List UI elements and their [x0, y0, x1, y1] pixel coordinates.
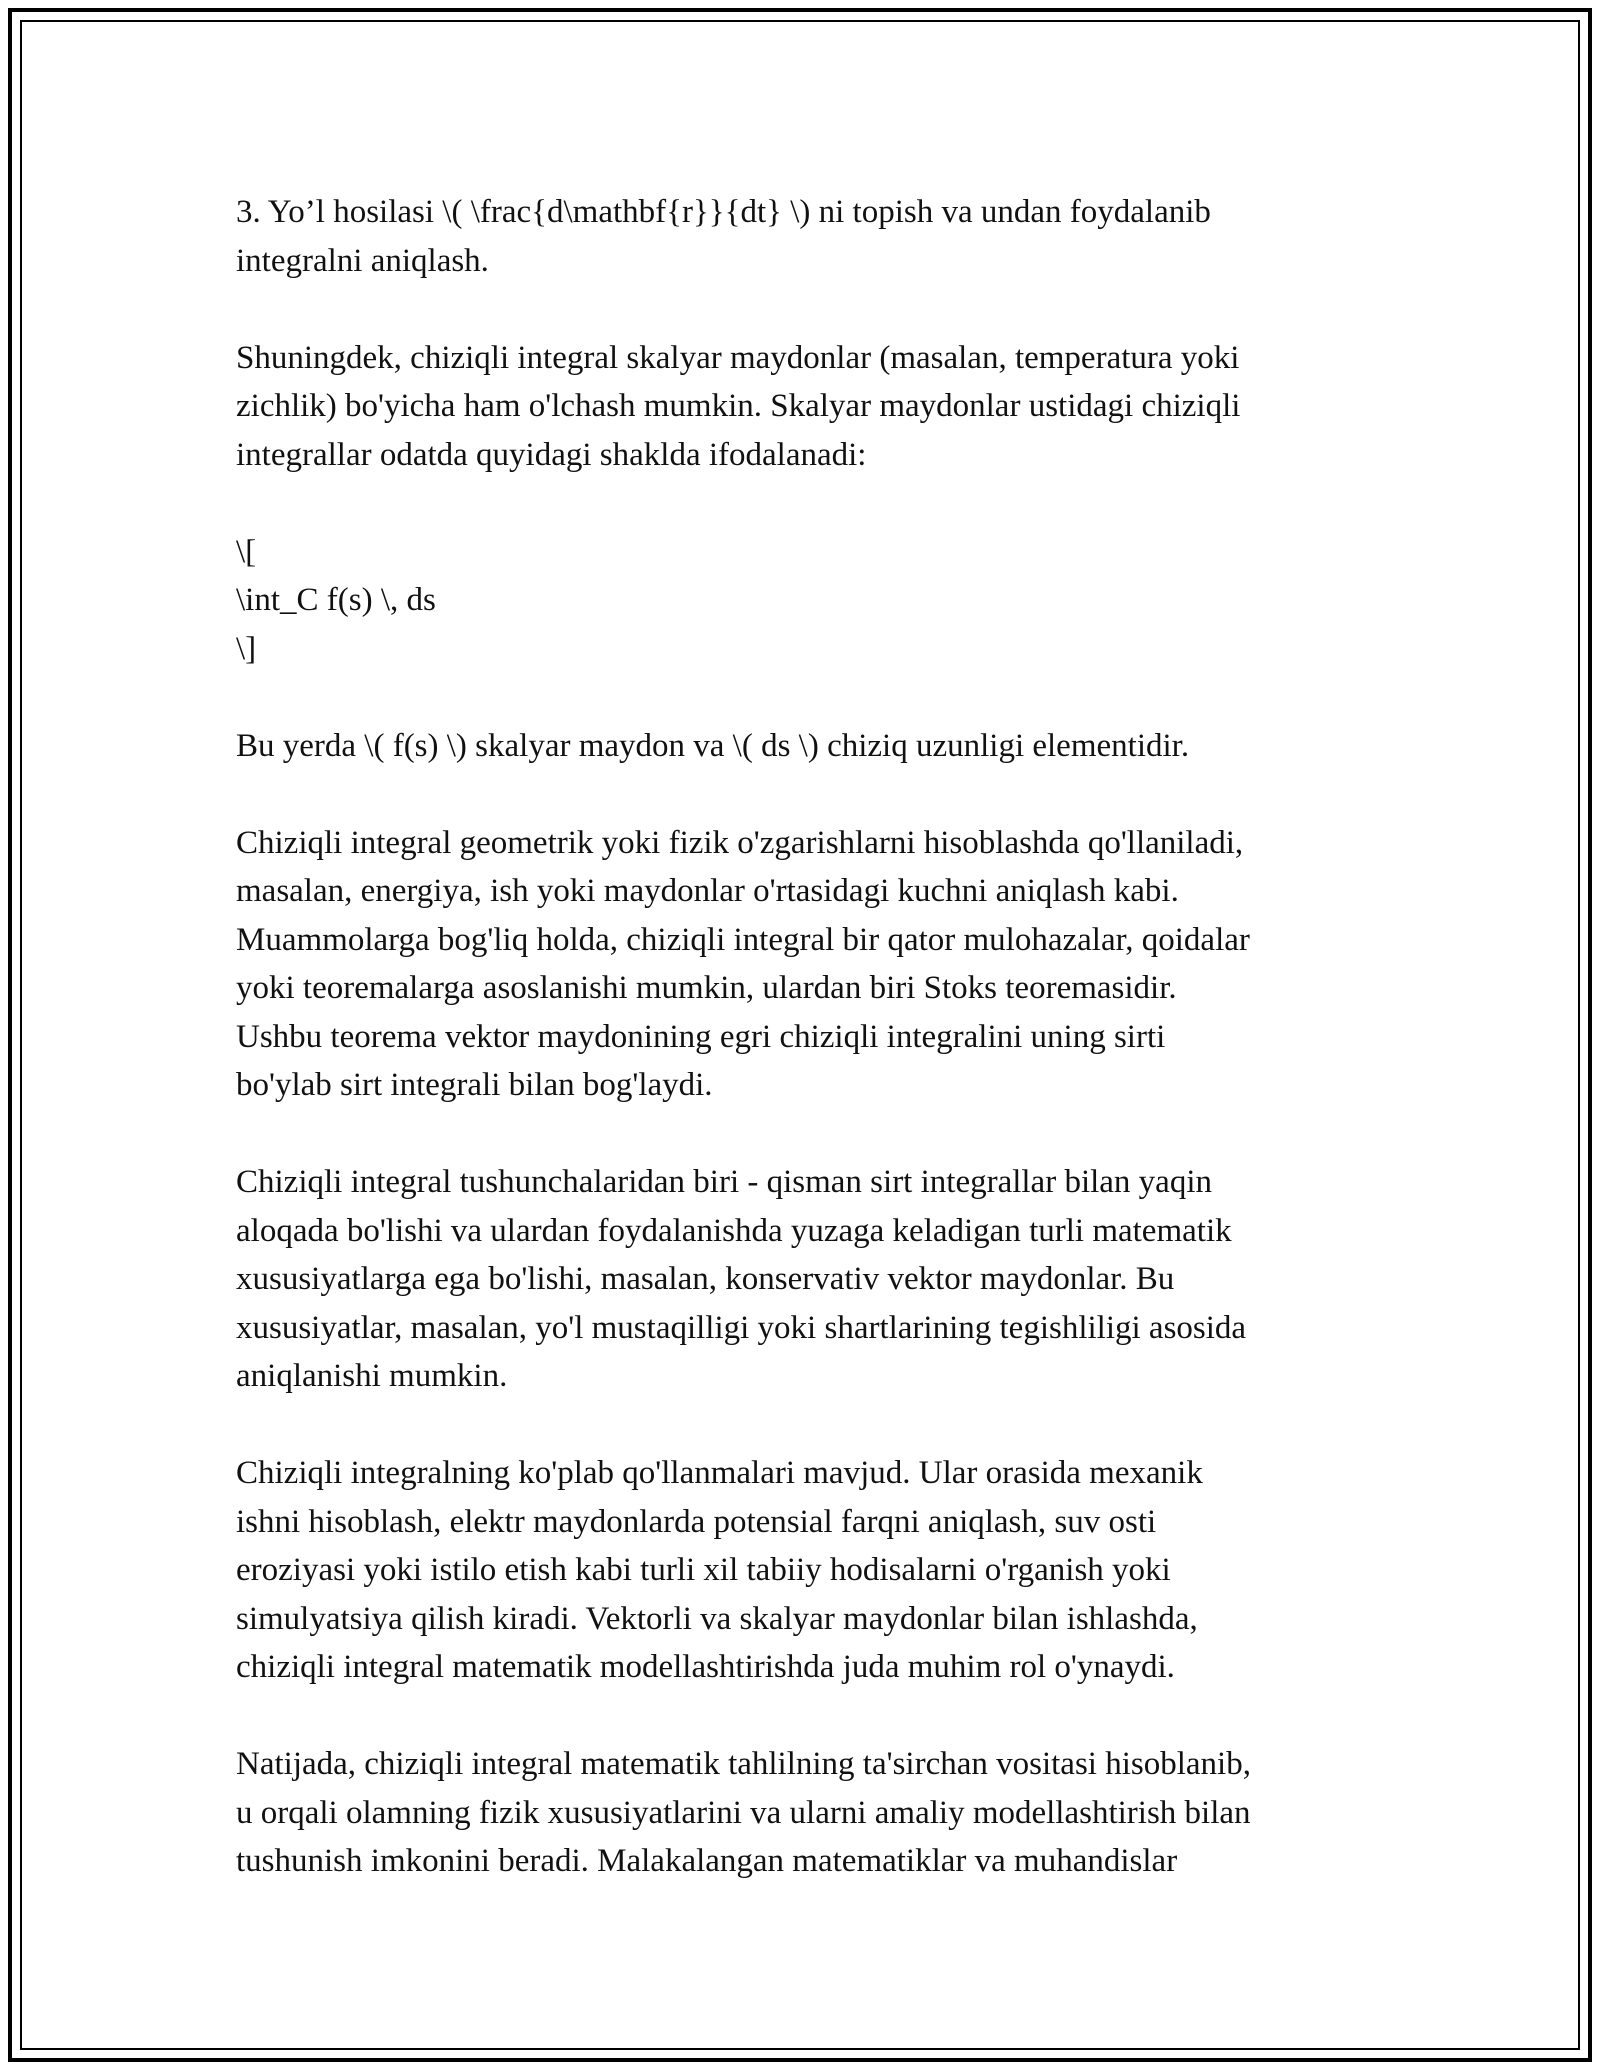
paragraph-step-3: 3. Yo’l hosilasi \( \frac{d\mathbf{r}}{dt} \) ni topish va undan foydalanib integralni aniqlash.: [236, 194, 1211, 279]
paragraph-formula-explanation: Bu yerda \( f(s) \) skalyar maydon va \( ds \) chiziq uzunligi elementidir.: [236, 727, 1190, 764]
paragraph-conservative-fields: Chiziqli integral tushunchalaridan biri - qisman sirt integrallar bilan yaqin aloqada bo'lishi va ulardan foydalanishda yuzaga keladigan turli matematik xususiyatlarga ega bo'lishi, masalan, konservativ vektor maydonlar. Bu xususiyatlar, masalan, yo'l mustaqilligi yoki shartlarining tegishliligi asosida aniqlanishi mumkin.: [236, 1164, 1247, 1394]
paragraph-conclusion: Natijada, chiziqli integral matematik tahlilning ta'sirchan vositasi hisoblanib, u orqali olamning fizik xususiyatlarini va ularni amaliy modellashtirish bilan tushunish imkonini beradi. Malakalangan matematiklar va muhandislar: [236, 1746, 1251, 1879]
document-body: [236, 188, 1386, 1886]
formula-line-integral: \[ \int_C f(s) \, ds \]: [236, 533, 436, 667]
paragraph-practical-uses: Chiziqli integralning ko'plab qo'llanmalari mavjud. Ular orasida mexanik ishni hisoblash, elektr maydonlarda potensial farqni aniqlash, suv osti eroziyasi yoki istilo etish kabi turli xil tabiiy hodisalarni o'rganish yoki simulyatsiya qilish kiradi. Vektorli va skalyar maydonlar bilan ishlashda, chiziqli integral matematik modellashtirishda juda muhim rol o'ynaydi.: [236, 1455, 1203, 1685]
paragraph-scalar-fields: Shuningdek, chiziqli integral skalyar maydonlar (masalan, temperatura yoki zichlik) bo'yicha ham o'lchash mumkin. Skalyar maydonlar ustidagi chiziqli integrallar odatda quyidagi shaklda ifodalanadi:: [236, 339, 1241, 473]
paragraph-applications-stokes: Chiziqli integral geometrik yoki fizik o'zgarishlarni hisoblashda qo'llaniladi, masalan, energiya, ish yoki maydonlar o'rtasidagi kuchni aniqlash kabi. Muammolarga bog'liq holda, chiziqli integral bir qator mulohazalar, qoidalar yoki teoremalarga asoslanishi mumkin, ulardan biri Stoks teoremasidir. Ushbu teorema vektor maydonining egri chiziqli integralini uning sirti bo'ylab sirt integrali bilan bog'laydi.: [236, 824, 1250, 1103]
